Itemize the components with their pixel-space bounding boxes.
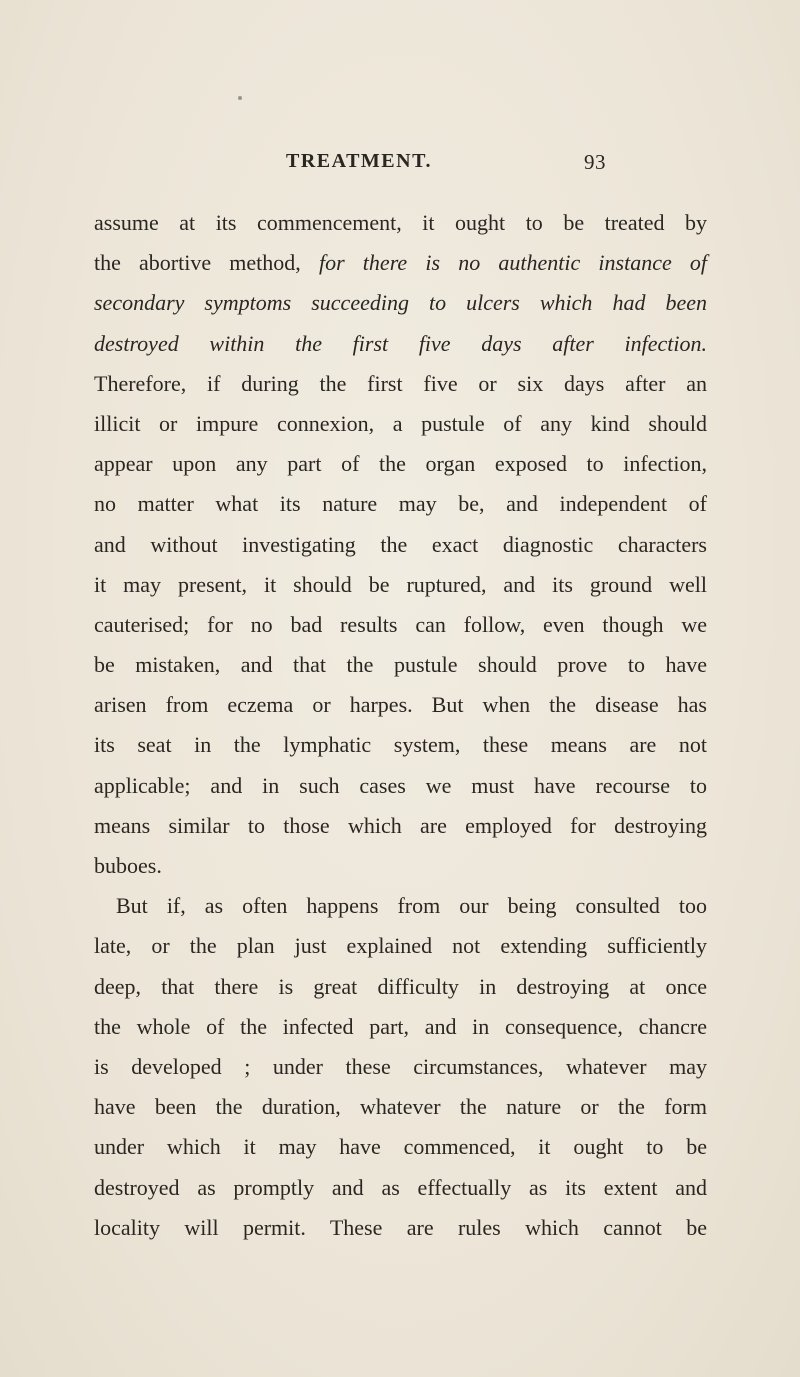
- text-line: buboes.: [94, 853, 162, 878]
- text-line: have been the duration, whatever the nature or the form: [94, 1094, 707, 1120]
- running-head: TREATMENT.: [286, 150, 432, 172]
- text-line: under which it may have commenced, it ought to be: [94, 1134, 707, 1160]
- text-line: the whole of the infected part, and in consequence, chancre: [94, 1013, 707, 1039]
- text-line: cauterised; for no bad results can follow, even though we: [94, 611, 707, 637]
- text-line: deep, that there is great difficulty in destroying at once: [94, 973, 707, 999]
- text-line: Therefore, if during the first five or six days after an: [94, 370, 707, 396]
- text-line: [94, 243, 707, 283]
- text-line: assume at its commencement, it ought to be treated by: [94, 210, 707, 235]
- body-text: [94, 203, 707, 1248]
- text-run: the abortive method,: [94, 250, 301, 276]
- italic-text-run: for there is no authentic instance of: [318, 250, 708, 276]
- text-line: secondary symptoms succeeding to ulcers which had been: [94, 290, 707, 316]
- text-line: applicable; and in such cases we must have recourse to: [94, 772, 707, 798]
- text-line: means similar to those which are employed for destroying: [94, 812, 707, 838]
- text-line: it may present, it should be ruptured, and its ground well: [94, 571, 707, 597]
- page-number: 93: [584, 150, 606, 174]
- text-line: its seat in the lymphatic system, these means are not: [94, 732, 707, 758]
- text-line: destroyed within the first five days after infection.: [94, 330, 707, 356]
- text-line: is developed ; under these circumstances, whatever may: [94, 1053, 707, 1079]
- text-line: appear upon any part of the organ exposed to infection,: [94, 451, 707, 477]
- text-line: illicit or impure connexion, a pustule of any kind should: [94, 410, 707, 436]
- text-line: be mistaken, and that the pustule should prove to have: [94, 652, 707, 678]
- text-line: arisen from eczema or harpes. But when the disease has: [94, 692, 707, 718]
- text-line: late, or the plan just explained not extending sufficiently: [94, 933, 707, 959]
- text-line: But if, as often happens from our being consulted too: [116, 893, 707, 919]
- text-line: destroyed as promptly and as effectually as its extent and: [94, 1174, 707, 1200]
- text-line: no matter what its nature may be, and independent of: [94, 491, 707, 517]
- ink-speck: [238, 96, 242, 100]
- page-header: [0, 150, 800, 180]
- text-line: and without investigating the exact diagnostic characters: [94, 531, 707, 557]
- text-line: locality will permit. These are rules which cannot be: [94, 1214, 707, 1240]
